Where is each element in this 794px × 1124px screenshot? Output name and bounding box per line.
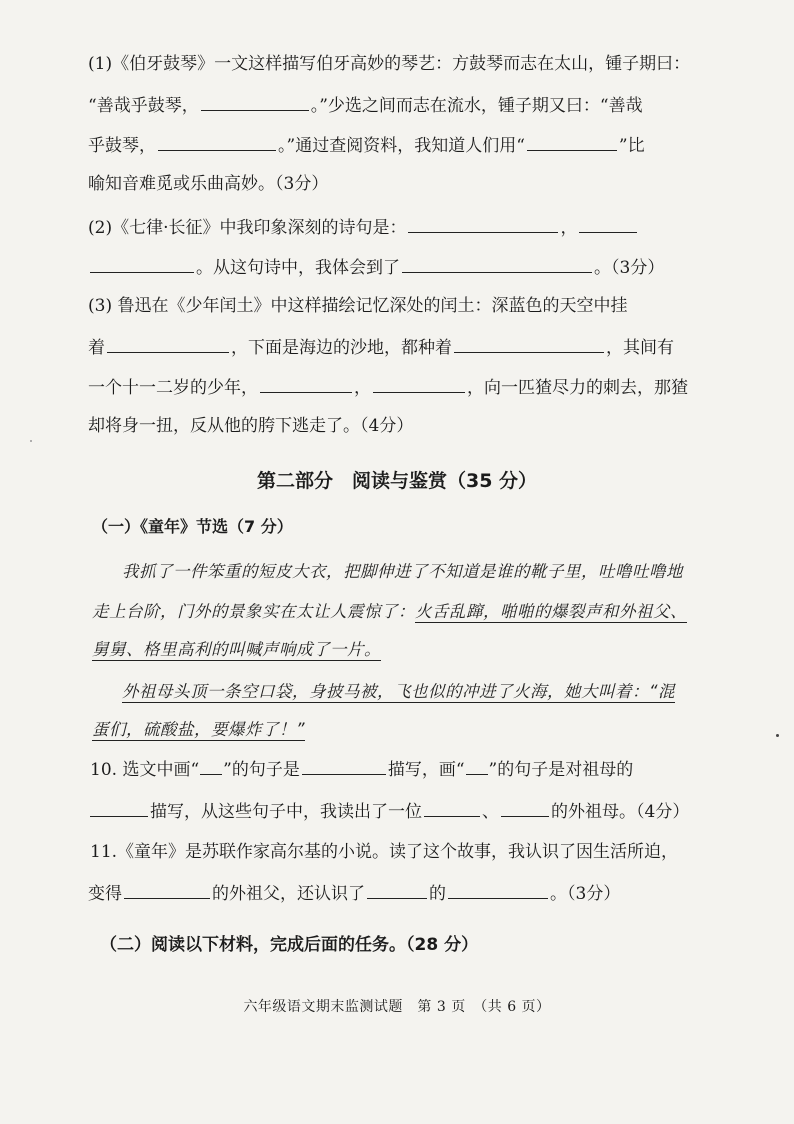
underlined-sentence: 舅舅、格里高利的叫喊声响成了一片。: [92, 640, 381, 659]
q1-line-4: 喻知音难觅或乐曲高妙。（3分）: [88, 174, 329, 194]
q1-line-3: 乎鼓琴， 。”通过查阅资料，我知道人们用“ ”比: [88, 132, 708, 158]
answer-blank[interactable]: [454, 334, 604, 353]
underline-mark-blank: [200, 760, 222, 775]
section-two-title: （二）阅读以下材料，完成后面的任务。（28 分）: [100, 935, 479, 955]
answer-blank[interactable]: [367, 880, 427, 899]
answer-blank[interactable]: [302, 756, 386, 775]
q1-line-2: “善哉乎鼓琴， 。”少选之间而志在流水，锺子期又曰：“善哉: [88, 92, 708, 118]
answer-blank[interactable]: [402, 254, 592, 273]
passage-line-2: 走上台阶，门外的景象实在太让人震惊了：火舌乱蹿，啪啪的爆裂声和外祖父、: [92, 602, 687, 621]
q2-line-1: (2)《七律·长征》中我印象深刻的诗句是： ，: [88, 214, 708, 240]
answer-blank[interactable]: [501, 798, 549, 817]
answer-blank[interactable]: [260, 374, 352, 393]
q3-line-1: (3) 鲁迅在《少年闰土》中这样描绘记忆深处的闰土：深蓝色的天空中挂: [88, 296, 628, 316]
part-two-title: 第二部分 阅读与鉴赏（35 分）: [256, 470, 538, 492]
scan-speck: [30, 440, 32, 442]
answer-blank[interactable]: [201, 92, 309, 111]
q11-line-1: 11.《童年》是苏联作家高尔基的小说。读了这个故事，我认识了因生活所迫，: [90, 842, 679, 862]
answer-blank[interactable]: [448, 880, 548, 899]
underline-mark-blank: [466, 760, 488, 775]
answer-blank[interactable]: [158, 132, 276, 151]
scan-speck: [776, 734, 779, 737]
page-footer: 六年级语文期末监测试题 第 3 页 （共 6 页）: [243, 999, 551, 1015]
answer-blank[interactable]: [408, 214, 558, 233]
underlined-sentence: 外祖母头顶一条空口袋，身披马被，飞也似的冲进了火海，她大叫着：“混: [122, 682, 676, 701]
q10-line-2: 描写，从这些句子中，我读出了一位 、 的外祖母。（4分）: [88, 798, 708, 824]
passage-line-1: 我抓了一件笨重的短皮大衣，把脚伸进了不知道是谁的靴子里，吐噜吐噜地: [122, 562, 683, 581]
passage-line-5: [92, 718, 702, 742]
answer-blank[interactable]: [124, 880, 210, 899]
underlined-sentence: 火舌乱蹿，啪啪的爆裂声和外祖父、: [415, 602, 687, 621]
answer-blank[interactable]: [373, 374, 465, 393]
q2-line-2: 。从这句诗中，我体会到了 。（3分）: [88, 254, 708, 280]
q3-line-4: 却将身一扭，反从他的胯下逃走了。（4分）: [88, 416, 414, 436]
answer-blank[interactable]: [107, 334, 229, 353]
q3-line-3: 一个十一二岁的少年， ， ，向一匹猹尽力的刺去，那猹: [88, 374, 708, 400]
answer-blank[interactable]: [579, 214, 637, 233]
answer-blank[interactable]: [527, 132, 617, 151]
q1-line-1: (1)《伯牙鼓琴》一文这样描写伯牙高妙的琴艺：方鼓琴而志在太山，锺子期曰：: [88, 54, 691, 74]
answer-blank[interactable]: [90, 798, 148, 817]
passage-line-3: [92, 638, 702, 662]
q10-line-1: 10. 选文中画“ ”的句子是 描写，画“ ”的句子是对祖母的: [90, 756, 710, 782]
underlined-sentence: 蛋们，硫酸盐，要爆炸了！”: [92, 720, 306, 739]
q11-line-2: 变得 的外祖父，还认识了 的 。（3分）: [88, 880, 708, 906]
answer-blank[interactable]: [424, 798, 480, 817]
section-one-title: （一）《童年》节选（7 分）: [92, 517, 293, 536]
passage-line-4: [122, 680, 732, 704]
answer-blank[interactable]: [90, 254, 194, 273]
q3-line-2: 着 ，下面是海边的沙地，都种着 ，其间有: [88, 334, 708, 360]
